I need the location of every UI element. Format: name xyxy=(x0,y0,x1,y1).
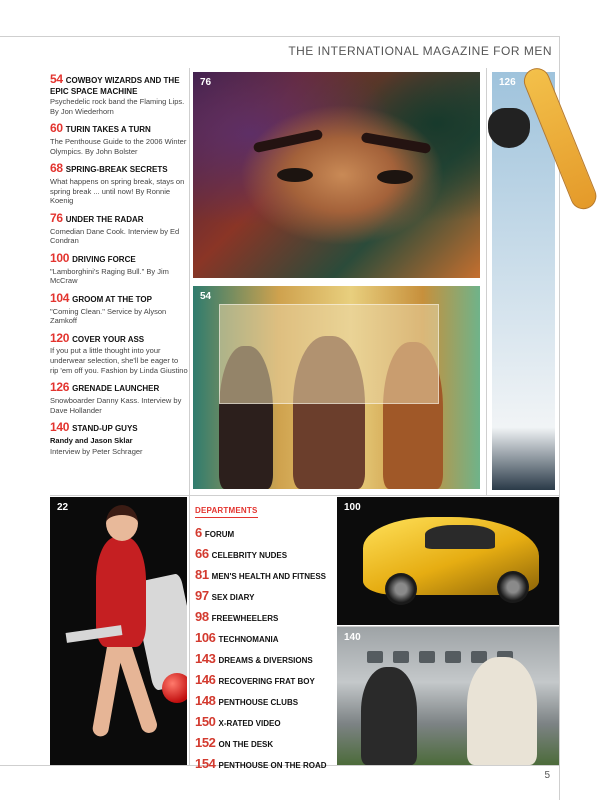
department-label: PENTHOUSE ON THE ROAD xyxy=(218,761,327,770)
department-page-number: 150 xyxy=(195,714,216,729)
glass-frame xyxy=(219,304,439,404)
departments-heading: DEPARTMENTS xyxy=(195,506,258,518)
toc-description: The Penthouse Guide to the 2006 Winter Olympics. By John Bolster xyxy=(50,136,187,156)
department-page-number: 146 xyxy=(195,672,216,687)
toc-item[interactable] xyxy=(50,292,188,326)
department-label: TECHNOMANIA xyxy=(218,635,279,644)
toc-subtitle: Randy and Jason Sklar xyxy=(50,436,133,446)
train-window xyxy=(393,651,409,663)
toc-description: What happens on spring break, stays on spring break ... until now! By Ronnie Koenig xyxy=(50,176,185,206)
department-label: CELEBRITY NUDES xyxy=(211,551,288,560)
eye-shape xyxy=(377,170,413,184)
image-panel-band[interactable] xyxy=(193,286,480,489)
character-head xyxy=(106,505,138,541)
page-tag: 140 xyxy=(344,632,361,643)
department-label: SEX DIARY xyxy=(211,593,255,602)
department-page-number: 6 xyxy=(195,525,202,540)
page-tag: 76 xyxy=(200,77,212,88)
department-page-number: 152 xyxy=(195,735,216,750)
toc-page-number: 68 xyxy=(50,161,63,176)
department-item[interactable] xyxy=(195,736,335,749)
glove-shape xyxy=(488,108,530,148)
toc-features xyxy=(50,73,188,495)
toc-page-number: 120 xyxy=(50,330,70,345)
toc-item[interactable] xyxy=(50,122,188,156)
department-item[interactable] xyxy=(195,673,335,686)
toc-description: If you put a little thought into your underwear selection, she'll be eager to rip 'em off you. Fashion by Linda Giustino xyxy=(50,346,188,375)
department-label: RECOVERING FRAT BOY xyxy=(218,677,315,686)
eye-shape xyxy=(277,168,313,182)
toc-title: COVER YOUR ASS xyxy=(72,334,145,344)
toc-page-number: 104 xyxy=(50,290,70,305)
toc-title: TURIN TAKES A TURN xyxy=(65,125,151,135)
department-page-number: 154 xyxy=(195,756,216,771)
toc-title: STAND-UP GUYS xyxy=(72,424,138,434)
page-number: 5 xyxy=(544,770,550,781)
toc-title: SPRING-BREAK SECRETS xyxy=(65,165,168,175)
department-label: PENTHOUSE CLUBS xyxy=(218,698,299,707)
page-tag: 22 xyxy=(57,502,69,513)
department-item[interactable] xyxy=(195,715,335,728)
train-window xyxy=(367,651,383,663)
toc-title: UNDER THE RADAR xyxy=(65,214,144,224)
toc-description: Psychedelic rock band the Flaming Lips. By Jon Wiederhorn xyxy=(50,96,185,116)
toc-description: "Coming Clean." Service by Alyson Zamkoff xyxy=(50,306,167,326)
column-divider xyxy=(486,68,487,495)
toc-title: DRIVING FORCE xyxy=(72,254,136,264)
toc-item[interactable] xyxy=(50,252,188,286)
department-item[interactable] xyxy=(195,568,335,581)
toc-page-number: 100 xyxy=(50,250,70,265)
page-tag: 54 xyxy=(200,291,212,302)
person-shape xyxy=(467,657,537,765)
department-label: DREAMS & DIVERSIONS xyxy=(218,656,313,665)
toc-item[interactable] xyxy=(50,381,188,415)
department-page-number: 66 xyxy=(195,546,209,561)
toc-item[interactable] xyxy=(50,162,188,206)
department-label: FORUM xyxy=(204,530,235,539)
column-divider xyxy=(189,68,190,765)
brow-shape xyxy=(253,129,324,153)
department-label: FREEWHEELERS xyxy=(211,614,279,623)
department-item[interactable] xyxy=(195,547,335,560)
department-item[interactable] xyxy=(195,631,335,644)
toc-page-number: 60 xyxy=(50,121,63,136)
toc-description: Interview by Peter Schrager xyxy=(50,446,143,456)
image-panel-portrait[interactable] xyxy=(193,72,480,278)
toc-item[interactable] xyxy=(50,73,188,116)
department-label: ON THE DESK xyxy=(218,740,274,749)
department-page-number: 106 xyxy=(195,630,216,645)
toc-title: GRENADE LAUNCHER xyxy=(72,384,160,394)
department-item[interactable] xyxy=(195,526,335,539)
image-panel-comedians[interactable] xyxy=(337,627,559,765)
toc-description: "Lamborghini's Raging Bull." By Jim McCraw xyxy=(50,266,169,286)
toc-description: Snowboarder Danny Kass. Interview by Dave Hollander xyxy=(50,396,182,415)
car-windshield xyxy=(425,525,495,549)
department-page-number: 148 xyxy=(195,693,216,708)
department-page-number: 81 xyxy=(195,567,209,582)
toc-description: Comedian Dane Cook. Interview by Ed Condran xyxy=(50,226,180,246)
page-tag: 100 xyxy=(344,502,361,513)
department-item[interactable] xyxy=(195,694,335,707)
department-item[interactable] xyxy=(195,610,335,623)
department-page-number: 98 xyxy=(195,609,209,624)
toc-page-number: 126 xyxy=(50,380,70,395)
train-window xyxy=(445,651,461,663)
toc-title: COWBOY WIZARDS AND THE EPIC SPACE MACHINE xyxy=(50,76,180,96)
train-window xyxy=(419,651,435,663)
toc-item[interactable] xyxy=(50,421,188,456)
department-item[interactable] xyxy=(195,757,335,770)
image-panel-game-character[interactable] xyxy=(50,497,187,765)
toc-item[interactable] xyxy=(50,332,188,376)
department-label: X-RATED VIDEO xyxy=(218,719,281,728)
toc-page-number: 54 xyxy=(50,73,63,86)
department-page-number: 143 xyxy=(195,651,216,666)
department-item[interactable] xyxy=(195,652,335,665)
department-label: MEN'S HEALTH AND FITNESS xyxy=(211,572,327,581)
brow-shape xyxy=(361,132,432,154)
toc-page-number: 140 xyxy=(50,420,70,435)
wheel-shape xyxy=(385,573,417,605)
top-rule xyxy=(0,36,560,37)
masthead-tagline: THE INTERNATIONAL MAGAZINE FOR MEN xyxy=(288,44,552,58)
person-shape xyxy=(361,667,417,765)
wheel-shape xyxy=(497,571,529,603)
department-page-number: 97 xyxy=(195,588,209,603)
image-panel-car[interactable] xyxy=(337,497,559,625)
toc-page-number: 76 xyxy=(50,210,63,225)
departments-list xyxy=(195,500,335,778)
toc-item[interactable] xyxy=(50,212,188,246)
page-tag: 126 xyxy=(499,77,516,88)
toc-title: GROOM AT THE TOP xyxy=(72,294,152,304)
red-ball-shape xyxy=(162,673,187,703)
department-item[interactable] xyxy=(195,589,335,602)
row-divider xyxy=(50,495,559,496)
